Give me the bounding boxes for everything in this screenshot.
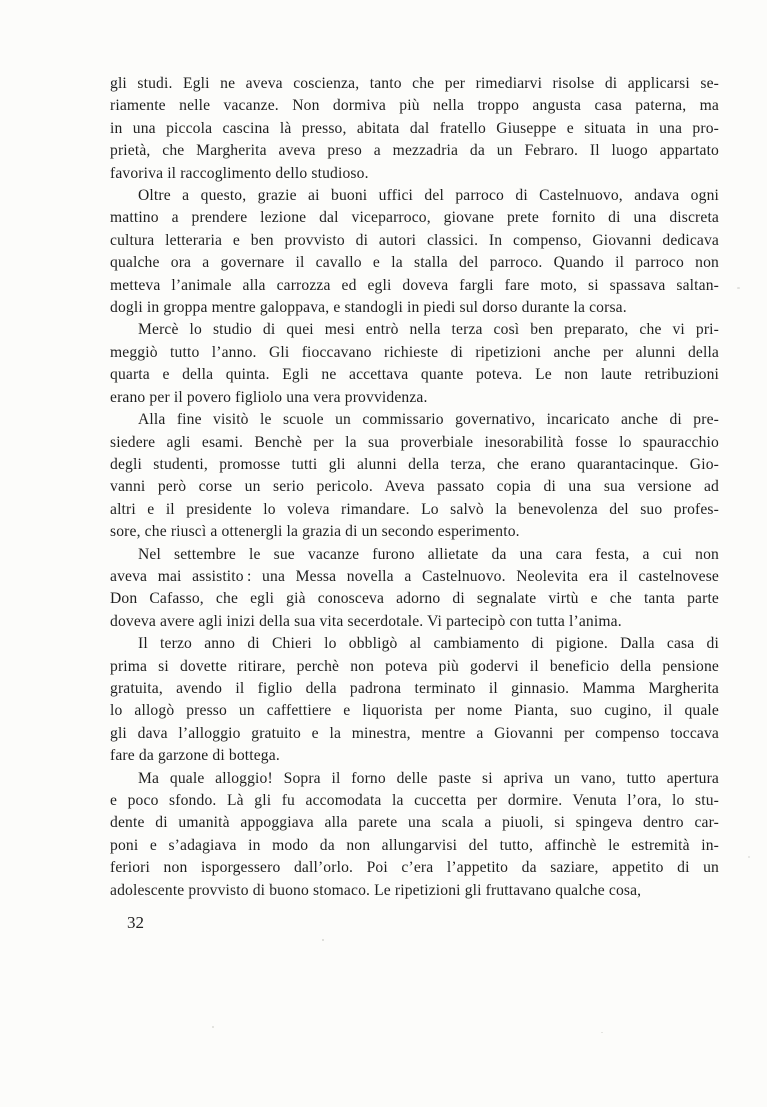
text-line: feriori non isporgessero dall’orlo. Poi c’era l’appetito da saziare, appetito di un bbox=[110, 859, 719, 877]
text-line: in una piccola cascina là presso, abitata dal fratello Giuseppe e situata in una pro- bbox=[110, 119, 719, 137]
text-line: sore, che riuscì a ottenergli la grazia di un secondo esperimento. bbox=[110, 523, 520, 541]
paragraph bbox=[110, 633, 719, 767]
scan-speck bbox=[212, 1026, 214, 1028]
text-line: quarta e della quinta. Egli ne accettava quante poteva. Le non laute retribuzioni bbox=[110, 366, 719, 384]
paragraph bbox=[110, 544, 719, 634]
text-line: siedere agli esami. Benchè per la sua proverbiale inesorabilità fosse lo spauracchio bbox=[110, 433, 719, 451]
text-line: Don Cafasso, che egli già conosceva adorno di segnalate virtù e che tanta parte bbox=[110, 590, 719, 608]
text-line: degli studenti, promosse tutti gli alunni della terza, che erano quarantacinque. Gio- bbox=[110, 455, 719, 473]
page-number: 32 bbox=[127, 913, 144, 932]
text-line: Alla fine visitò le scuole un commissario governativo, incaricato anche di pre- bbox=[138, 411, 719, 429]
text-line: Nel settembre le sue vacanze furono allietate da una cara festa, a cui non bbox=[138, 545, 719, 563]
text-line: adolescente provvisto di buono stomaco. Le ripetizioni gli fruttavano qualche cosa, bbox=[110, 881, 642, 899]
text-line: erano per il povero figliolo una vera provvidenza. bbox=[110, 388, 428, 406]
text-line: lo allogò presso un caffettiere e liquorista per nome Pianta, suo cugino, il quale bbox=[110, 702, 719, 720]
text-block bbox=[110, 73, 719, 902]
paragraph bbox=[110, 185, 719, 319]
text-line: e poco sfondo. Là gli fu accomodata la cuccetta per dormire. Venuta l’ora, lo stu- bbox=[110, 792, 719, 809]
text-line: gratuita, avendo il figlio della padrona terminato il ginnasio. Mamma Margherita bbox=[110, 679, 719, 697]
text-line: dente di umanità appoggiava alla parete una scala a piuoli, si spingeva dentro car- bbox=[110, 814, 719, 832]
paragraph bbox=[110, 319, 719, 409]
text-line: Mercè lo studio di quei mesi entrò nella terza così ben preparato, che vi pri- bbox=[138, 321, 719, 339]
text-line: doveva avere agli inizi della sua vita secerdotale. Vi partecipò con tutta l’anima. bbox=[110, 612, 622, 630]
paragraph bbox=[110, 768, 719, 902]
text-line: fare da garzone di bottega. bbox=[110, 747, 280, 765]
scan-speck bbox=[748, 856, 750, 858]
text-line: altri e il presidente lo voleva rimandare. Lo salvò la benevolenza del suo profes- bbox=[110, 500, 719, 518]
text-line: metteva l’animale alla carrozza ed egli doveva fargli fare moto, si spassava saltan- bbox=[110, 276, 719, 294]
text-line: meggiò tutto l’anno. Gli fioccavano richieste di ripetizioni anche per alunni della bbox=[110, 343, 719, 361]
text-line: cultura letteraria e ben provvisto di autori classici. In compenso, Giovanni dedicava bbox=[110, 231, 719, 249]
text-line: gli studi. Egli ne aveva coscienza, tanto che per rimediarvi risolse di applicarsi se- bbox=[110, 75, 719, 92]
text-line: Oltre a questo, grazie ai buoni uffici del parroco di Castelnuovo, andava ogni bbox=[138, 187, 719, 205]
text-line: dogli in groppa mentre galoppava, e standogli in piedi sul dorso durante la corsa. bbox=[110, 299, 627, 317]
text-line: Ma quale alloggio! Sopra il forno delle paste si apriva un vano, tutto apertura bbox=[138, 769, 719, 787]
scan-speck bbox=[737, 287, 740, 289]
text-line: Il terzo anno di Chieri lo obbligò al cambiamento di pigione. Dalla casa di bbox=[138, 635, 719, 653]
paragraph bbox=[110, 409, 719, 543]
text-line: aveva mai assistito : una Messa novella a Castelnuovo. Neolevita era il castelnovese bbox=[110, 567, 719, 585]
text-line: favoriva il raccoglimento dello studioso. bbox=[110, 164, 369, 182]
text-line: riamente nelle vacanze. Non dormiva più nella troppo angusta casa paterna, ma bbox=[110, 97, 719, 115]
text-line: poni e s’adagiava in modo da non allungarvisi del tutto, affinchè le estremità in- bbox=[110, 836, 719, 854]
text-line: mattino a prendere lezione dal viceparroco, giovane prete fornito di una discreta bbox=[110, 209, 719, 227]
scan-speck bbox=[322, 939, 324, 941]
text-line: prima si dovette ritirare, perchè non poteva più godervi il beneficio della pensione bbox=[110, 657, 719, 675]
text-line: gli dava l’alloggio gratuito e la minestra, mentre a Giovanni per compenso toccava bbox=[110, 724, 719, 742]
text-line: vanni però corse un serio pericolo. Aveva passato copia di una sua versione ad bbox=[110, 478, 719, 496]
scan-speck bbox=[601, 1032, 603, 1033]
text-line: prietà, che Margherita aveva preso a mezzadria da un Febraro. Il luogo appartato bbox=[110, 142, 719, 160]
text-line: qualche ora a governare il cavallo e la stalla del parroco. Quando il parroco non bbox=[110, 254, 719, 272]
paragraph bbox=[110, 73, 719, 185]
